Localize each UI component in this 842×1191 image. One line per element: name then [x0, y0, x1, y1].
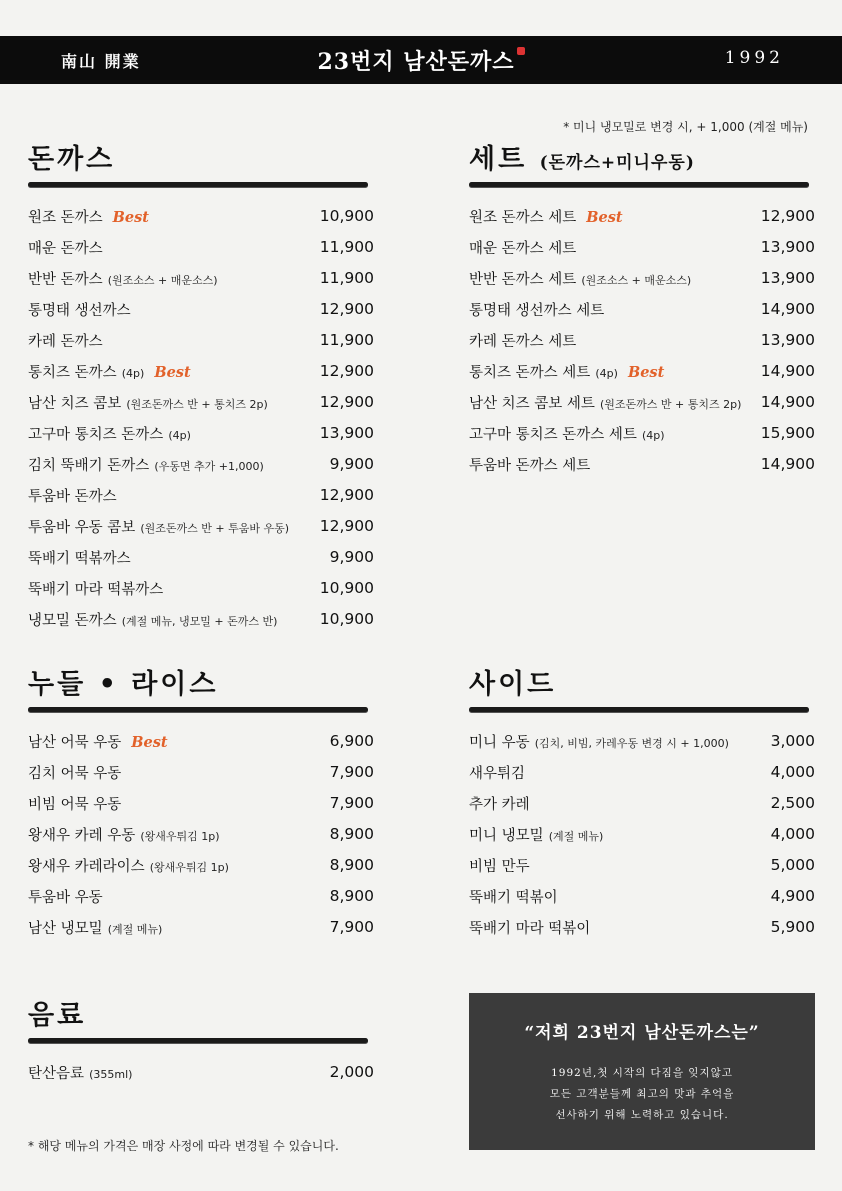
menu-item [469, 912, 815, 943]
menu-item-desc: (4p) [168, 429, 191, 442]
menu-item-price: 7,900 [329, 918, 374, 936]
opening-label: 南山 開業 [61, 52, 141, 71]
menu-item [28, 387, 374, 418]
menu-item-price: 11,900 [319, 331, 374, 349]
menu-item-price: 13,900 [760, 238, 815, 256]
best-badge: Best [131, 734, 168, 751]
menu-item-name: 카레 돈까스 세트 [469, 334, 577, 350]
intro-line: 선사하기 위해 노력하고 있습니다. [555, 1109, 729, 1121]
menu-item [28, 881, 374, 912]
menu-item [469, 294, 815, 325]
section-title: 음료 [28, 1000, 87, 1031]
menu-item [469, 356, 815, 387]
menu-item-price: 11,900 [319, 238, 374, 256]
best-badge: Best [586, 209, 623, 226]
menu-item-name: 왕새우 카레라이스 [28, 859, 145, 875]
menu-item-price: 12,900 [319, 517, 374, 535]
section-set [469, 140, 815, 480]
menu-item-name: 투움바 우동 콤보 [28, 520, 136, 536]
menu-item-price: 14,900 [760, 455, 815, 473]
menu-item [469, 788, 815, 819]
menu-item [28, 325, 374, 356]
menu-item-price: 13,900 [760, 269, 815, 287]
menu-item-desc: (계절 메뉴) [548, 830, 604, 843]
menu-item-price: 15,900 [760, 424, 815, 442]
menu-item [469, 726, 815, 757]
menu-item-name: 왕새우 카레 우동 [28, 828, 136, 844]
header-bar [0, 36, 842, 84]
menu-item-price: 13,900 [319, 424, 374, 442]
menu-item-name: 뚝배기 마라 떡볶까스 [28, 582, 164, 598]
menu-item-price: 10,900 [319, 610, 374, 628]
menu-item-price: 2,500 [770, 794, 815, 812]
menu-item-price: 13,900 [760, 331, 815, 349]
menu-item [28, 511, 374, 542]
section-title [469, 140, 815, 180]
menu-item-name: 뚝배기 마라 떡볶이 [469, 921, 591, 937]
menu-item-name: 반반 돈까스 [28, 272, 103, 288]
menu-item-name: 탄산음료 [28, 1066, 85, 1082]
menu-item [28, 232, 374, 263]
menu-item-name: 통치즈 돈까스 [28, 365, 117, 381]
menu-item [28, 449, 374, 480]
menu-item [28, 294, 374, 325]
menu-item-name: 미니 우동 [469, 735, 530, 751]
menu-item-desc: (왕새우튀김 1p) [149, 861, 229, 874]
menu-item-name: 김치 뚝배기 돈까스 [28, 458, 150, 474]
menu-item-name: 남산 치즈 콤보 세트 [469, 396, 595, 412]
menu-item-name: 반반 돈까스 세트 [469, 272, 577, 288]
menu-item [28, 201, 374, 232]
menu-item-price: 10,900 [319, 207, 374, 225]
menu-item-price: 12,900 [760, 207, 815, 225]
menu-item-name: 미니 냉모밀 [469, 828, 544, 844]
menu-item-name: 뚝배기 떡볶까스 [28, 551, 131, 567]
menu-item-desc: (김치, 비빔, 카레우동 변경 시 + 1,000) [534, 737, 729, 750]
menu-item-price: 12,900 [319, 300, 374, 318]
menu-list [28, 726, 374, 943]
menu-item-name: 비빔 어묵 우동 [28, 797, 122, 813]
menu-item-price: 6,900 [329, 732, 374, 750]
menu-item-price: 12,900 [319, 362, 374, 380]
menu-item-name: 뚝배기 떡볶이 [469, 890, 558, 906]
menu-item-price: 3,000 [770, 732, 815, 750]
menu-item-name: 새우튀김 [469, 766, 526, 782]
menu-item-name: 투움바 돈까스 세트 [469, 458, 591, 474]
menu-item-price: 8,900 [329, 825, 374, 843]
menu-item-desc: (4p) [595, 367, 618, 380]
menu-item-name: 원조 돈까스 세트 [469, 210, 577, 226]
best-badge: Best [112, 209, 149, 226]
menu-item-price: 4,900 [770, 887, 815, 905]
menu-item-price: 11,900 [319, 269, 374, 287]
bottom-note: * 해당 메뉴의 가격은 매장 사정에 따라 변경될 수 있습니다. [28, 1139, 339, 1153]
restaurant-title: 23번지 남산돈까스 [317, 49, 515, 75]
menu-item-price: 12,900 [319, 486, 374, 504]
section-subtitle: (돈까스+미니우동) [539, 153, 695, 173]
section-side [469, 665, 815, 943]
seal-stamp-icon [517, 47, 525, 55]
brush-divider [469, 707, 809, 712]
menu-item [28, 418, 374, 449]
menu-list [28, 1057, 374, 1088]
restaurant-name [0, 45, 842, 76]
menu-item-price: 9,900 [329, 455, 374, 473]
section-title: 사이드 [469, 669, 557, 700]
menu-item [469, 263, 815, 294]
menu-list [469, 726, 815, 943]
menu-item [28, 788, 374, 819]
menu-list [469, 201, 815, 480]
menu-item [469, 387, 815, 418]
section-title: 돈까스 [28, 144, 116, 175]
menu-item-name: 냉모밀 돈까스 [28, 613, 117, 629]
menu-item-desc: (계절 메뉴, 냉모밀 + 돈까스 반) [121, 615, 278, 628]
menu-item [28, 1057, 374, 1088]
menu-item-price: 4,000 [770, 825, 815, 843]
menu-item [28, 263, 374, 294]
menu-item-desc: (계절 메뉴) [107, 923, 163, 936]
brush-divider [28, 1038, 368, 1043]
best-badge: Best [154, 364, 191, 381]
menu-item [469, 232, 815, 263]
section-title-main: 세트 [469, 144, 528, 175]
menu-item [28, 819, 374, 850]
menu-item [469, 201, 815, 232]
menu-list [28, 201, 374, 635]
menu-item [28, 356, 374, 387]
menu-item-name: 통치즈 돈까스 세트 [469, 365, 591, 381]
menu-item-desc: (원조소스 + 매운소스) [107, 274, 218, 287]
intro-line: 모든 고객분들께 최고의 맛과 추억을 [549, 1088, 735, 1100]
menu-item-name: 남산 어묵 우동 [28, 735, 122, 751]
menu-item-desc: (왕새우튀김 1p) [140, 830, 220, 843]
founding-year: 1992 [724, 48, 784, 68]
section-title: 누들 • 라이스 [28, 669, 219, 700]
intro-line: 1992년,첫 시작의 다짐을 잊지않고 [551, 1067, 733, 1079]
menu-item [469, 418, 815, 449]
intro-title: “저희 23번지 남산돈까스는” [524, 1023, 760, 1043]
menu-item-name: 남산 치즈 콤보 [28, 396, 122, 412]
menu-item [469, 819, 815, 850]
menu-item [28, 850, 374, 881]
top-note: * 미니 냉모밀로 변경 시, + 1,000 (계절 메뉴) [563, 120, 808, 134]
menu-item-desc: (355ml) [89, 1068, 133, 1081]
menu-item [469, 757, 815, 788]
brush-divider [28, 182, 368, 187]
menu-item-price: 14,900 [760, 393, 815, 411]
menu-item-price: 10,900 [319, 579, 374, 597]
menu-item [28, 604, 374, 635]
menu-item [469, 449, 815, 480]
menu-item [469, 850, 815, 881]
menu-item-name: 남산 냉모밀 [28, 921, 103, 937]
section-donkatsu [28, 140, 374, 635]
menu-item-price: 5,000 [770, 856, 815, 874]
menu-item-desc: (원조돈까스 반 + 투움바 우동) [140, 522, 290, 535]
brush-divider [28, 707, 368, 712]
menu-item-name: 통명태 생선까스 [28, 303, 131, 319]
menu-item-name: 고구마 통치즈 돈까스 [28, 427, 164, 443]
menu-item-price: 14,900 [760, 300, 815, 318]
menu-item [469, 325, 815, 356]
menu-item-name: 김치 어묵 우동 [28, 766, 122, 782]
menu-item-price: 9,900 [329, 548, 374, 566]
menu-item-price: 8,900 [329, 856, 374, 874]
menu-item-price: 8,900 [329, 887, 374, 905]
menu-item-desc: (우동면 추가 +1,000) [154, 460, 264, 473]
menu-item-name: 원조 돈까스 [28, 210, 103, 226]
menu-item-price: 12,900 [319, 393, 374, 411]
menu-item-desc: (원조돈까스 반 + 통치즈 2p) [599, 398, 742, 411]
menu-item-price: 7,900 [329, 794, 374, 812]
menu-item-name: 비빔 만두 [469, 859, 530, 875]
menu-item-name: 카레 돈까스 [28, 334, 103, 350]
menu-item [469, 881, 815, 912]
menu-item-price: 4,000 [770, 763, 815, 781]
menu-item-desc: (4p) [121, 367, 145, 380]
menu-item-desc: (원조소스 + 매운소스) [581, 274, 692, 287]
menu-item-price: 14,900 [760, 362, 815, 380]
menu-item [28, 542, 374, 573]
menu-item-name: 투움바 돈까스 [28, 489, 117, 505]
menu-item-name: 추가 카레 [469, 797, 530, 813]
menu-item [28, 480, 374, 511]
menu-item-name: 투움바 우동 [28, 890, 103, 906]
brush-divider [469, 182, 809, 187]
best-badge: Best [627, 364, 665, 381]
section-noodle-rice [28, 665, 374, 943]
menu-item-name: 고구마 통치즈 돈까스 세트 [469, 427, 637, 443]
menu-item-price: 5,900 [770, 918, 815, 936]
menu-item-name: 매운 돈까스 세트 [469, 241, 577, 257]
menu-item [28, 912, 374, 943]
menu-item-desc: (4p) [642, 429, 665, 442]
menu-item-price: 7,900 [329, 763, 374, 781]
menu-item-desc: (원조돈까스 반 + 통치즈 2p) [126, 398, 268, 411]
menu-item [28, 757, 374, 788]
menu-item [28, 726, 374, 757]
menu-item-name: 통명태 생선까스 세트 [469, 303, 605, 319]
menu-item-name: 매운 돈까스 [28, 241, 103, 257]
section-drink [28, 996, 374, 1088]
menu-item [28, 573, 374, 604]
menu-item-price: 2,000 [329, 1063, 374, 1081]
intro-box [469, 993, 815, 1150]
